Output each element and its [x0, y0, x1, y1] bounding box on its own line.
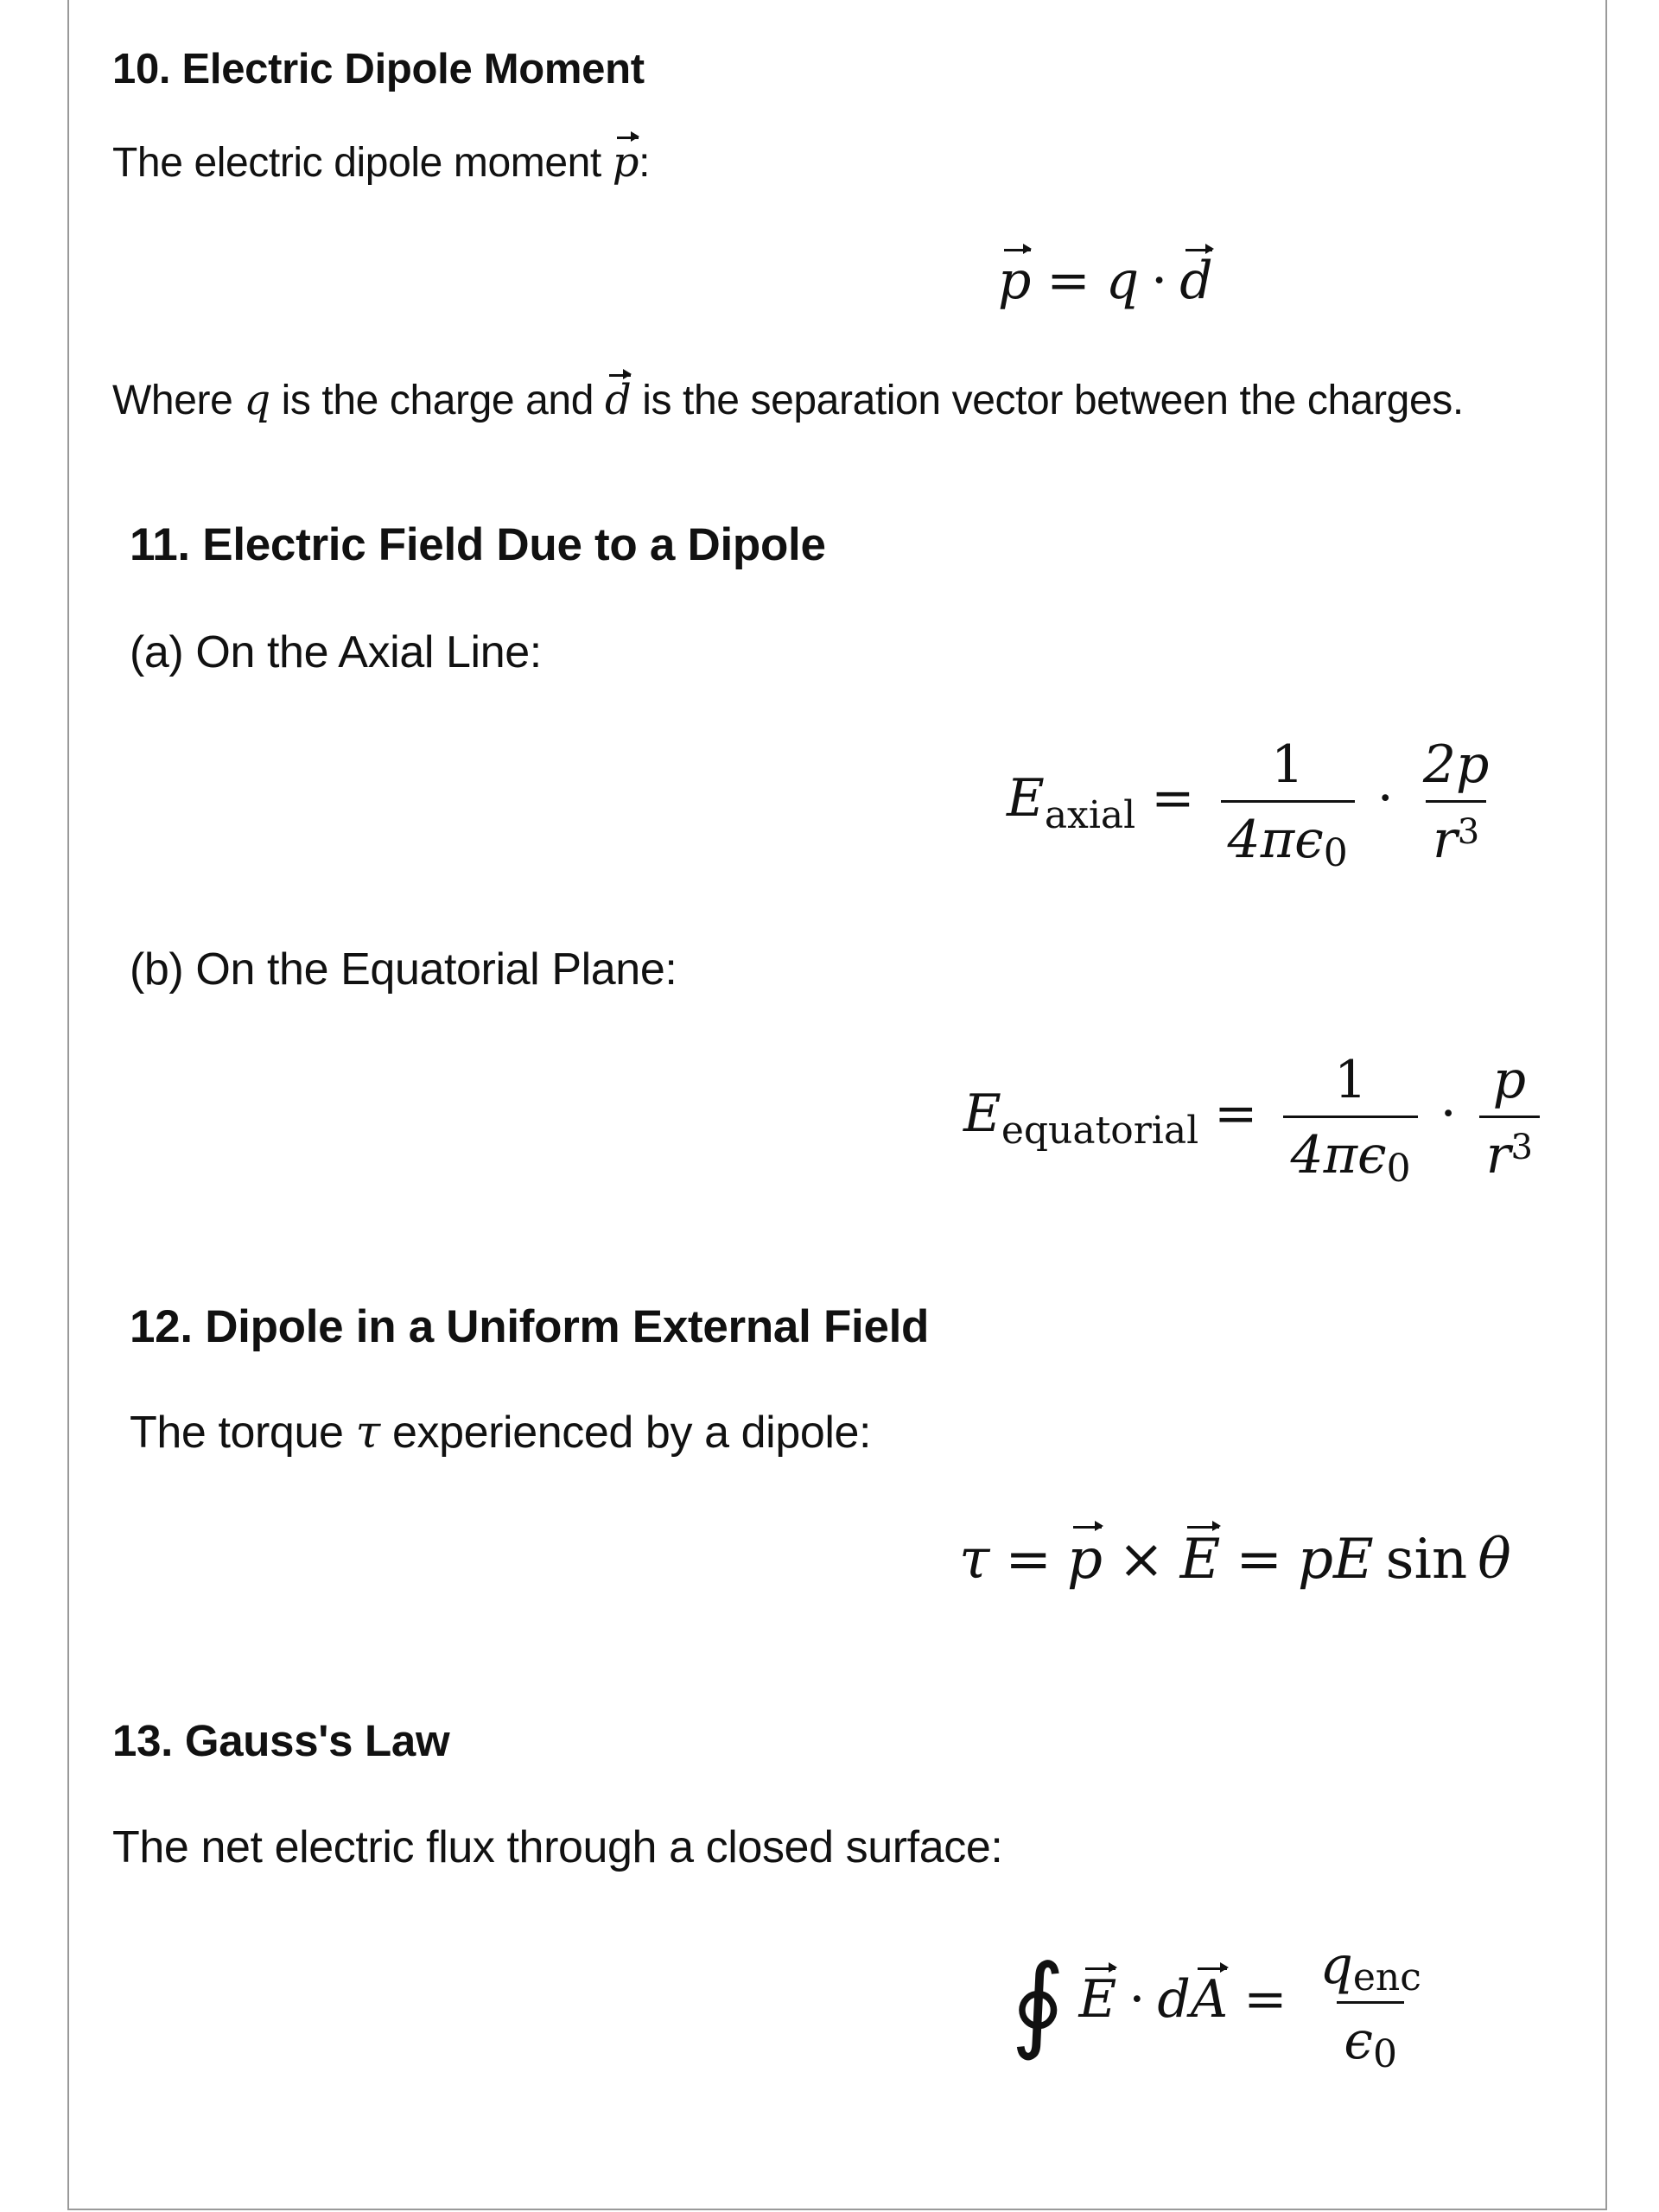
eq-equals: =	[1046, 251, 1090, 311]
gauss-d: d	[1157, 1969, 1191, 2031]
gauss-law-equation	[1011, 1936, 1439, 2076]
intro-text: The electric dipole moment	[112, 140, 613, 186]
equatorial-den1	[1283, 1116, 1417, 1191]
equatorial-num1: 1	[1333, 1050, 1368, 1110]
torque-theta: θ	[1478, 1528, 1511, 1592]
equatorial-equals: =	[1214, 1084, 1258, 1145]
axial-num2: 2p	[1422, 734, 1490, 795]
equatorial-den2-sup: 3	[1510, 1128, 1533, 1167]
axial-den1-main: 4πϵ	[1227, 810, 1324, 870]
gauss-num	[1313, 1936, 1427, 2001]
equatorial-fraction-1	[1283, 1050, 1417, 1191]
section-13-heading: 13. Gauss's Law	[112, 1716, 450, 1765]
section-11-heading: 11. Electric Field Due to a Dipole	[130, 519, 826, 570]
torque-intro-2: experienced by a dipole:	[379, 1408, 872, 1458]
where-q: q	[244, 376, 270, 424]
torque-equals-1: =	[1005, 1528, 1052, 1592]
axial-den2-sup: 3	[1457, 812, 1480, 852]
equatorial-den2-main: r	[1485, 1125, 1511, 1185]
torque-E: E	[1179, 1528, 1221, 1592]
intro-colon: :	[639, 140, 651, 186]
equatorial-subscript: equatorial	[1001, 1109, 1199, 1154]
eq-dot: ·	[1151, 251, 1168, 311]
p-vector-symbol: p	[612, 138, 639, 187]
gauss-epsilon-sub: 0	[1373, 2032, 1397, 2076]
equatorial-fraction-2	[1479, 1050, 1540, 1185]
axial-equals: =	[1151, 768, 1195, 830]
gauss-dot: ·	[1128, 1969, 1146, 2031]
torque-pE: pE	[1297, 1528, 1374, 1592]
where-part-1: Where	[112, 378, 245, 423]
equatorial-den2	[1479, 1116, 1540, 1185]
equatorial-dot: ·	[1440, 1084, 1457, 1145]
gauss-q-sub: enc	[1352, 1955, 1421, 1999]
eq-p: p	[998, 251, 1032, 311]
torque-tau: τ	[959, 1528, 990, 1592]
axial-fraction-1	[1221, 734, 1355, 875]
axial-subscript: axial	[1044, 793, 1136, 838]
gauss-fraction	[1313, 1936, 1427, 2076]
axial-den1	[1221, 800, 1355, 875]
gauss-E: E	[1078, 1969, 1117, 2031]
axial-num1: 1	[1271, 734, 1305, 795]
equatorial-den1-sub: 0	[1386, 1147, 1411, 1191]
torque-equation	[959, 1528, 1511, 1592]
section-10-heading: 10. Electric Dipole Moment	[112, 46, 645, 92]
axial-E: E	[1007, 768, 1045, 830]
axial-den1-sub: 0	[1323, 831, 1348, 875]
equatorial-num2: p	[1492, 1050, 1527, 1110]
contour-integral-symbol: ∮	[1011, 1943, 1065, 2063]
section-10-where	[112, 376, 1464, 424]
equatorial-E: E	[963, 1084, 1001, 1145]
gauss-den	[1337, 2001, 1404, 2076]
equatorial-field-equation	[963, 1050, 1550, 1191]
torque-intro-1: The torque	[130, 1408, 356, 1458]
gauss-A: A	[1190, 1969, 1229, 2031]
axial-field-equation	[1007, 734, 1506, 875]
gauss-q: q	[1319, 1936, 1353, 1996]
section-12-intro	[130, 1407, 871, 1459]
gauss-epsilon: ϵ	[1344, 2011, 1373, 2071]
equatorial-den1-main: 4πϵ	[1290, 1125, 1387, 1185]
torque-cross: ×	[1118, 1528, 1165, 1592]
axial-den2	[1426, 800, 1486, 870]
section-12-heading: 12. Dipole in a Uniform External Field	[130, 1301, 930, 1352]
eq-d: d	[1179, 251, 1213, 311]
where-d: d	[604, 376, 632, 424]
dipole-moment-equation	[998, 251, 1213, 311]
axial-den2-main: r	[1433, 810, 1458, 870]
equatorial-plane-label: (b) On the Equatorial Plane:	[130, 944, 677, 995]
torque-symbol: τ	[355, 1407, 380, 1459]
where-part-2: is the charge and	[270, 378, 605, 423]
section-10-intro	[112, 138, 650, 187]
torque-p: p	[1067, 1528, 1103, 1592]
gauss-equals: =	[1243, 1969, 1287, 2031]
section-13-intro: The net electric flux through a closed surface:	[112, 1822, 1003, 1872]
axial-fraction-2	[1416, 734, 1497, 870]
torque-sin: sin	[1385, 1528, 1468, 1592]
axial-line-label: (a) On the Axial Line:	[130, 627, 542, 677]
axial-dot: ·	[1376, 768, 1394, 830]
where-part-3: is the separation vector between the charges.	[631, 378, 1464, 423]
torque-equals-2: =	[1236, 1528, 1282, 1592]
eq-q: q	[1105, 251, 1140, 311]
